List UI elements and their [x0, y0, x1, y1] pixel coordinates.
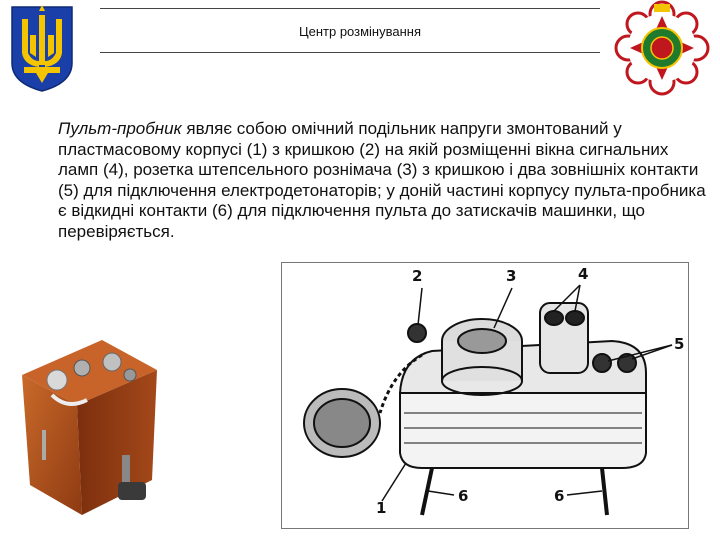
device-name: Пульт-пробник [58, 119, 182, 138]
callout-4: 4 [578, 265, 589, 283]
page-header-title: Центр розмінування [299, 24, 421, 39]
ukraine-trident-icon [10, 5, 74, 93]
callout-2: 2 [412, 267, 423, 285]
callout-1: 1 [376, 499, 387, 517]
callout-6-left: 6 [458, 487, 469, 505]
header-rule-bottom [100, 52, 600, 53]
rescue-service-emblem-icon [614, 0, 710, 96]
callout-5: 5 [674, 335, 685, 353]
device-drawing [282, 263, 688, 528]
description-text: являє собою омічний подільник напруги змонтований у пластмасовому корпусі (1) з кришкою (2) на якій розміщенні вікна сигнальних ламп (4), розетка штепсельного рознімача (3) з кришкою і два зовнішніх контакти (5) для підключення електродетонаторів; у доній частині корпусу пульта-пробника є відкидні контакти (6) для підключення пульта до затискачів машинки, що перевіряється. [58, 119, 706, 241]
header-rule-top [100, 8, 600, 9]
description-paragraph [58, 119, 713, 242]
callout-3: 3 [506, 267, 517, 285]
device-photo [12, 320, 167, 520]
device-diagram [281, 262, 689, 529]
callout-6-right: 6 [554, 487, 565, 505]
